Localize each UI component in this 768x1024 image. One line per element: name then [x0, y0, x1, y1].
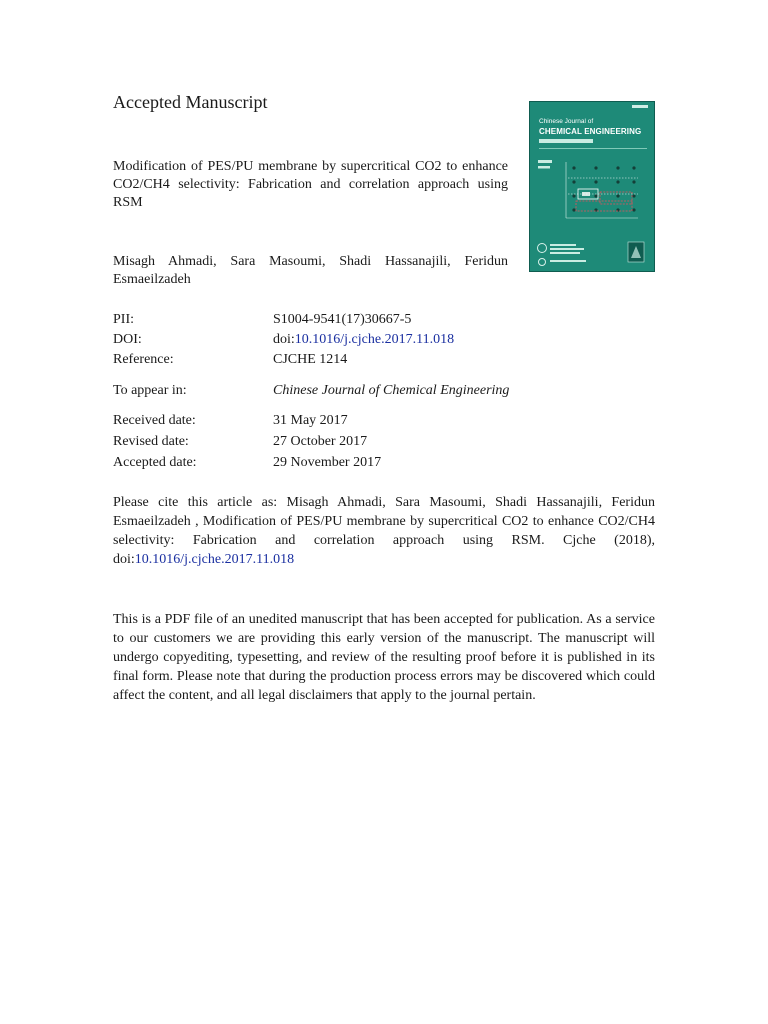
article-title: Modification of PES/PU membrane by supercritical CO2 to enhance CO2/CH4 selectivity: Fabrication and correlation approach using RSM [113, 159, 508, 210]
cover-journal-line1: Chinese Journal of [539, 118, 594, 125]
article-authors: Misagh Ahmadi, Sara Masoumi, Shadi Hassanajili, Feridun Esmaeilzadeh [113, 254, 508, 287]
cover-chinese-title [539, 139, 593, 143]
cover-figure-graphic [538, 156, 648, 228]
citation-paragraph [113, 493, 655, 569]
meta-row-accepted [113, 455, 658, 475]
accepted-label: Accepted date: [113, 455, 197, 470]
citation-text: Please cite this article as: Misagh Ahmadi, Sara Masoumi, Shadi Hassanajili, Feridun Esmaeilzadeh , Modification of PES/PU membrane by supercritical CO2 to enhance CO2/CH4 selectivity: Fabrication and correlation approach using RSM. Cjche (2018), doi: [113, 495, 655, 567]
cover-volume-tag [632, 105, 648, 108]
reference-label: Reference: [113, 352, 174, 367]
meta-row-doi [113, 332, 658, 352]
doi-prefix: doi: [273, 332, 295, 347]
meta-row-appear-in [113, 383, 658, 403]
revised-value: 27 October 2017 [273, 434, 368, 449]
cover-top-band [530, 102, 654, 110]
pii-label: PII: [113, 312, 134, 327]
meta-row-pii [113, 312, 658, 332]
journal-cover-image [529, 101, 655, 272]
doi-link[interactable]: 10.1016/j.cjche.2017.11.018 [294, 332, 455, 347]
reference-value: CJCHE 1214 [273, 352, 348, 367]
citation-doi-link[interactable]: 10.1016/j.cjche.2017.11.018 [134, 552, 295, 567]
received-value: 31 May 2017 [273, 413, 348, 428]
doi-value [273, 332, 454, 348]
disclaimer-paragraph: This is a PDF file of an unedited manuscript that has been accepted for publication. As a service to our customers we are providing this early version of the manuscript. The manuscript will undergo copyediting, typesetting, and review of the resulting proof before it is published in its final form. Please note that during the production process errors may be discovered which could affect the content, and all legal disclaimers that apply to the journal pertain. [113, 612, 655, 703]
appear-in-value: Chinese Journal of Chemical Engineering [273, 383, 510, 398]
received-label: Received date: [113, 413, 196, 428]
meta-row-revised [113, 434, 658, 454]
meta-row-received [113, 413, 658, 433]
cover-publisher-footer [536, 240, 650, 268]
cover-number-label [538, 166, 550, 169]
page-heading: Accepted Manuscript [113, 92, 268, 112]
pii-value: S1004-9541(17)30667-5 [273, 312, 412, 327]
doi-label: DOI: [113, 332, 142, 347]
appear-in-label: To appear in: [113, 383, 187, 398]
cover-journal-line2: CHEMICAL ENGINEERING [539, 127, 642, 136]
revised-label: Revised date: [113, 434, 189, 449]
cover-volume-label [538, 160, 552, 163]
accepted-value: 29 November 2017 [273, 455, 382, 470]
meta-row-reference [113, 352, 658, 372]
cover-divider [539, 148, 647, 149]
